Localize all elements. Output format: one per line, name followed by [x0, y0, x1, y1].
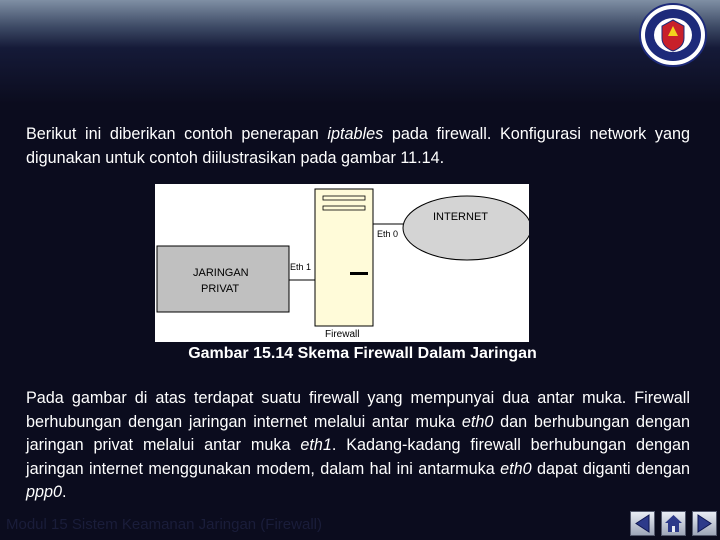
private-network-box [157, 246, 289, 312]
intro-paragraph [26, 123, 690, 170]
explanation-text-2: dan berhubungan dengan jaringan privat melalui antar muka [26, 412, 690, 454]
firewall-label: Firewall [325, 329, 360, 340]
explanation-emphasis-eth0: eth0 [461, 412, 494, 431]
explanation-text-5: . [62, 483, 67, 501]
explanation-emphasis-eth0-2: eth0 [500, 459, 532, 478]
private-network-label-1: JARINGAN [193, 267, 249, 279]
figure-caption [0, 345, 690, 363]
eth1-label: Eth 1 [290, 262, 312, 272]
private-network-label-2: PRIVAT [201, 283, 240, 295]
network-diagram [155, 184, 529, 342]
internet-label: INTERNET [433, 211, 488, 223]
explanation-emphasis-ppp0: ppp0 [26, 483, 63, 501]
intro-text-1: Berikut ini diberikan contoh penerapan [26, 125, 328, 143]
previous-slide-button[interactable] [630, 511, 655, 536]
home-icon [662, 512, 685, 535]
explanation-text-4: dapat diganti dengan [531, 459, 691, 478]
explanation-text-1: Pada gambar di atas terdapat suatu firewall yang mempunyai dua antar muka. Firewall berhubungan dengan jaringan internet melalui antar muka [26, 389, 690, 431]
explanation-paragraph [26, 387, 690, 505]
explanation-emphasis-eth1: eth1 [300, 436, 332, 454]
triangle-left-icon [631, 512, 654, 535]
intro-emphasis-iptables: iptables [327, 125, 384, 143]
footer-title: Modul 15 Sistem Keamanan Jaringan (Firewall) [6, 516, 322, 533]
internet-ellipse [403, 196, 529, 260]
intro-text-2: pada firewall. Konfigurasi network yang digunakan untuk contoh diilustrasikan pada gambar 11.14. [26, 125, 690, 167]
home-button[interactable] [661, 511, 686, 536]
figure-caption-text: Gambar 15.14 Skema Firewall Dalam Jaringan [188, 345, 537, 362]
next-slide-button[interactable] [692, 511, 717, 536]
triangle-right-icon [693, 512, 716, 535]
eth0-label: Eth 0 [377, 229, 399, 239]
explanation-text-3: . Kadang-kadang firewall berhubungan dengan jaringan internet menggunakan modem, dalam hal ini antarmuka [26, 436, 690, 478]
